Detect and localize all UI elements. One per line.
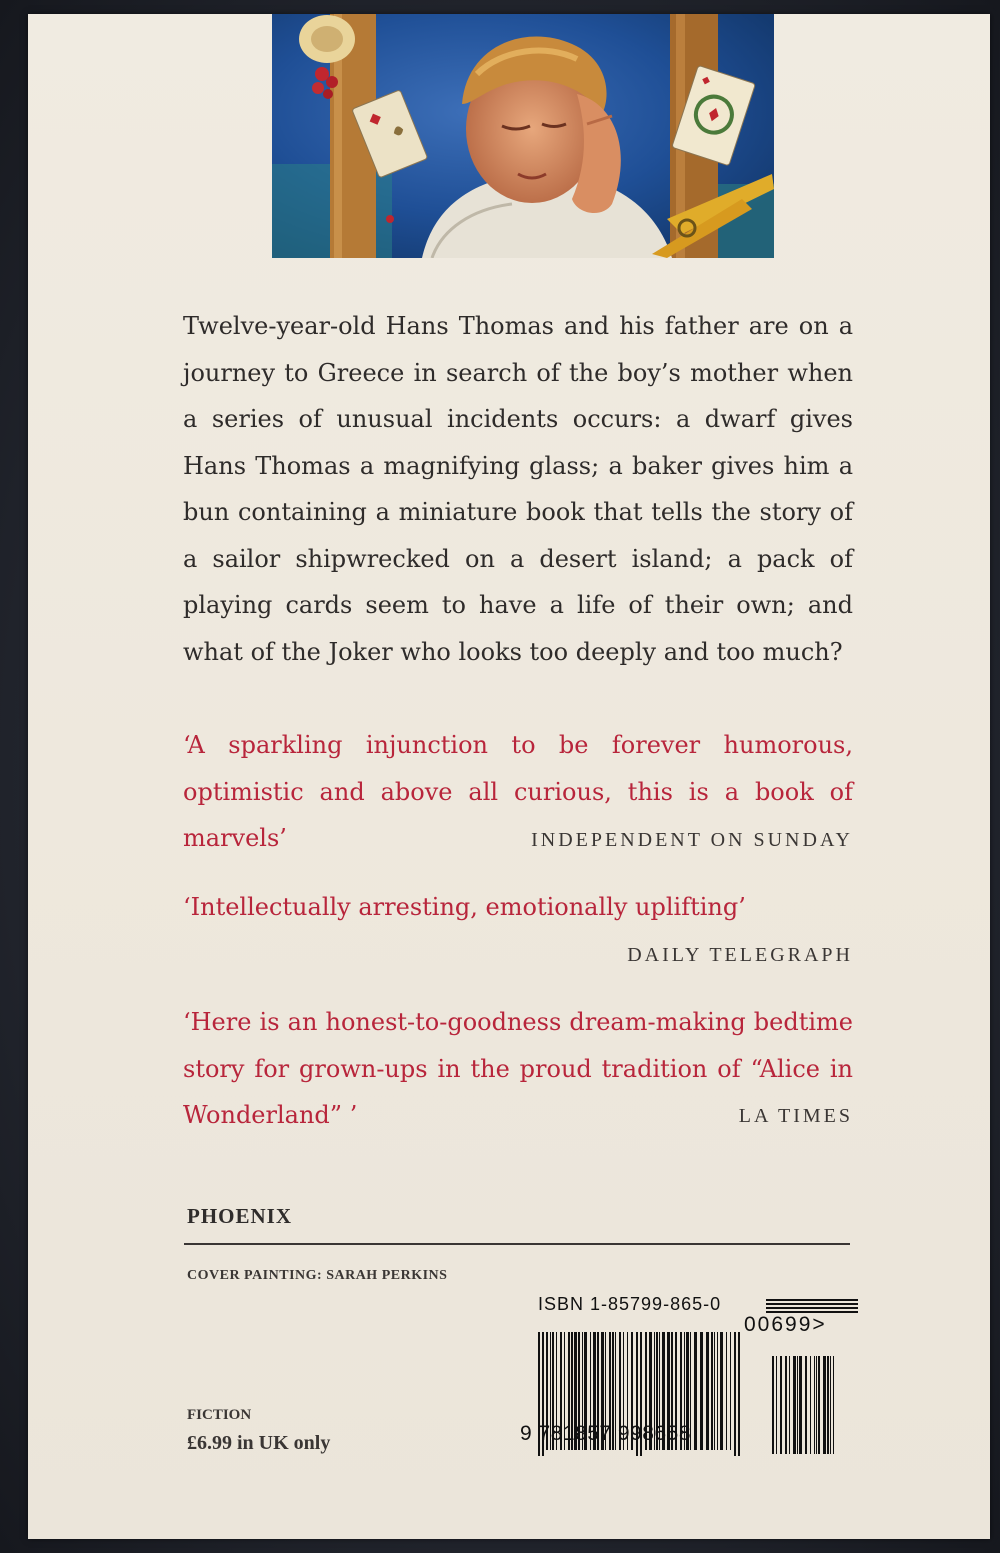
barcode-bar [793,1356,796,1454]
barcode-bar [711,1332,713,1450]
barcode-bar [780,1356,782,1454]
barcode-bar [720,1332,723,1450]
barcode-bar [738,1332,740,1456]
barcode-bar [823,1356,826,1454]
barcode-bar [726,1332,727,1450]
barcode-bar [776,1356,777,1454]
barcode-bar [734,1332,736,1456]
barcode-bar [766,1307,858,1309]
barcode-bar [830,1356,831,1454]
review-source-3: LA TIMES [738,1105,853,1127]
price-label: £6.99 in UK only [187,1432,331,1454]
barcode-bar [766,1303,858,1305]
barcode-bar [805,1356,807,1454]
barcode-bar [706,1332,709,1450]
review-source-2: DAILY TELEGRAPH [627,944,853,966]
barcode-bar [816,1356,817,1454]
barcode-bar [717,1332,718,1450]
barcode-bar [700,1332,703,1450]
barcode-bar [714,1332,715,1450]
barcode-bar [810,1356,811,1454]
book-back-cover [28,14,990,1539]
cover-illustration-art [272,14,774,258]
barcode-bar [766,1299,858,1301]
addon-digits: 00699> [744,1313,827,1336]
cover-illustration [272,14,774,258]
review-quote-2: ‘Intellectually arresting, emotionally uplifting’ [183,893,746,921]
review-quote-3: ‘Here is an honest-to-goodness dream-making bedtime story for grown-ups in the proud tradition of “Alice in Wonderland” ’ [183,1008,853,1129]
ean-digits: 9 781857 998658 [520,1422,691,1445]
book-blurb: Twelve-year-old Hans Thomas and his father are on a journey to Greece in search of the boy’s mother when a series of unusual incidents occurs: a dwarf gives Hans Thomas a magnifying glass; a baker gives him a bun containing a miniature book that tells the story of a sailor shipwrecked on a desert island; a pack of playing cards seem to have a life of their own; and what of the Joker who looks too deeply and too much? [183,312,853,666]
barcode-bar [833,1356,834,1454]
barcode-bar [730,1332,731,1450]
barcode-bar [818,1356,820,1454]
ean-addon-bars [772,1356,834,1454]
barcode-bar [772,1356,774,1454]
barcode-bar [694,1332,697,1450]
barcode-bar [789,1356,790,1454]
divider-rule [184,1243,850,1245]
barcode-bar [785,1356,787,1454]
isbn-marker-lines [766,1299,858,1313]
barcode-bar [827,1356,829,1454]
publisher-name: PHOENIX [187,1204,293,1228]
barcode-bar [797,1356,798,1454]
review-source-1: INDEPENDENT ON SUNDAY [531,829,853,851]
barcode-bar [799,1356,802,1454]
barcode-bar [814,1356,815,1454]
genre-label: FICTION [187,1407,252,1423]
isbn-text: ISBN 1-85799-865-0 [538,1294,722,1314]
cover-credit: COVER PAINTING: SARAH PERKINS [187,1268,448,1283]
review-quote-1: ‘A sparkling injunction to be forever humorous, optimistic and above all curious, this is a book of marvels’ [183,731,853,852]
